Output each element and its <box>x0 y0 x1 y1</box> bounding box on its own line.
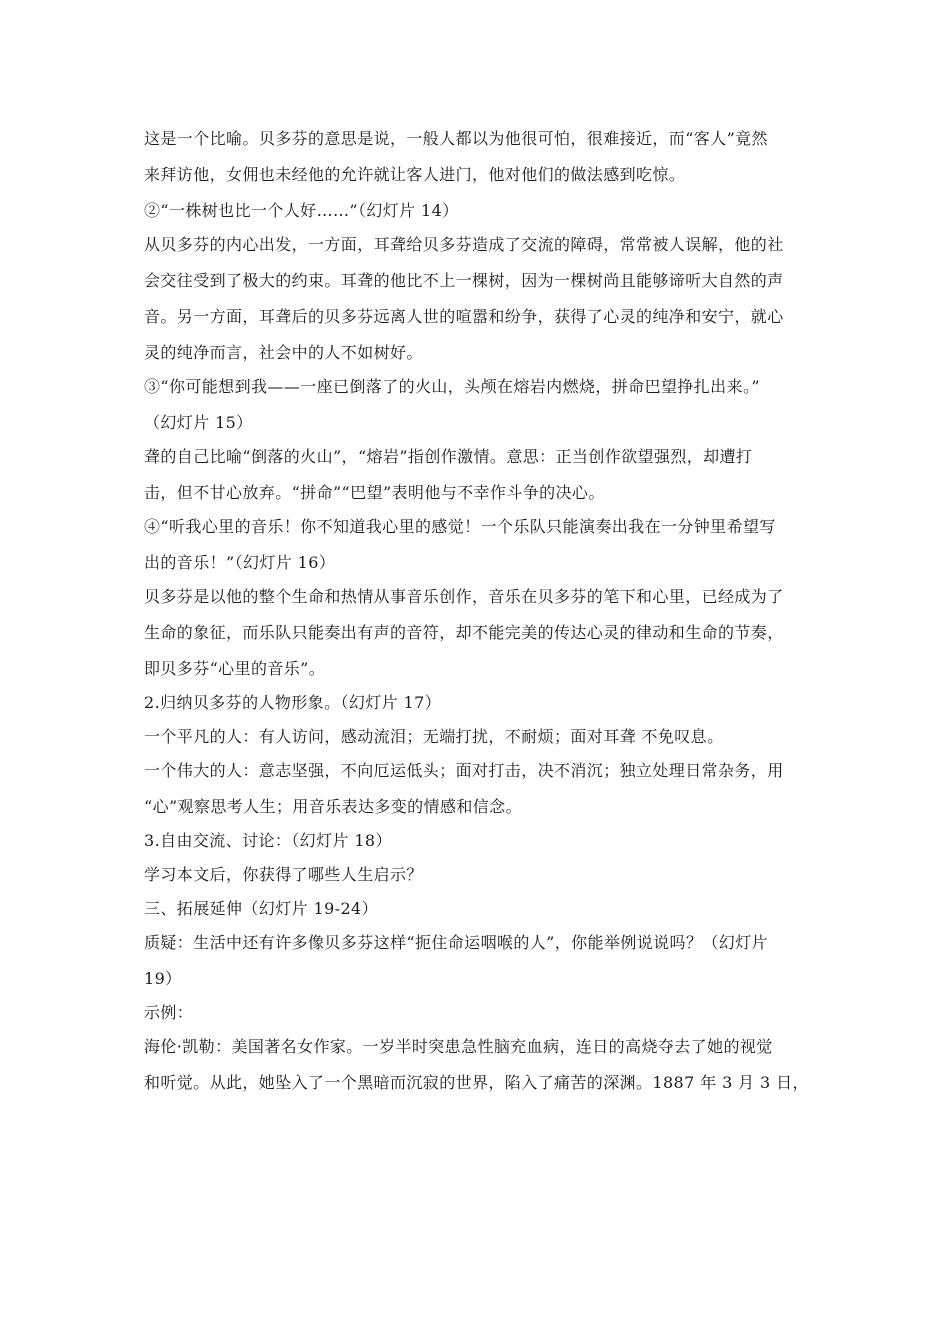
paragraph-line: 和听觉。从此，她坠入了一个黑暗而沉寂的世界，陷入了痛苦的深渊。1887 年 3 月 3 日， <box>144 1073 809 1092</box>
paragraph-line: “心”观察思考人生；用音乐表达多变的情感和信念。 <box>144 797 522 816</box>
paragraph-line: 这是一个比喻。贝多芬的意思是说，一般人都以为他很可怕，很难接近，而“客人”竟然 <box>144 129 768 148</box>
example-label: 示例： <box>144 1003 194 1022</box>
paragraph-line: 击，但不甘心放弃。“拼命”“巴望”表明他与不幸作斗争的决心。 <box>144 483 605 502</box>
section-heading: 3.自由交流、讨论：（幻灯片 18） <box>144 831 392 850</box>
quote-heading: ②“一株树也比一个人好……”（幻灯片 14） <box>144 201 459 220</box>
paragraph-line: 海伦·凯勒：美国著名女作家。一岁半时突患急性脑充血病，连日的高烧夺去了她的视觉 <box>144 1037 773 1056</box>
paragraph-line: 音。另一方面，耳聋后的贝多芬远离人世的喧嚣和纷争，获得了心灵的纯净和安宁，就心 <box>144 307 784 326</box>
quote-heading: ④“听我心里的音乐！你不知道我心里的感觉！一个乐队只能演奏出我在一分钟里希望写 <box>144 517 776 536</box>
paragraph-line: 质疑：生活中还有许多像贝多芬这样“扼住命运咽喉的人”，你能举例说说吗？（幻灯片 <box>144 933 768 952</box>
document-body <box>144 124 814 1104</box>
paragraph-line: 学习本文后，你获得了哪些人生启示？ <box>144 865 423 884</box>
paragraph-line: 灵的纯净而言，社会中的人不如树好。 <box>144 343 423 362</box>
paragraph-line: 一个平凡的人：有人访问，感动流泪；无端打扰，不耐烦；面对耳聋 不免叹息。 <box>144 727 724 746</box>
paragraph-line: 聋的自己比喻“倒落的火山”，“熔岩”指创作激情。意思：正当创作欲望强烈，却遭打 <box>144 447 753 466</box>
paragraph-line: 即贝多芬“心里的音乐”。 <box>144 659 326 678</box>
paragraph-line: 会交往受到了极大的约束。耳聋的他比不上一棵树，因为一棵树尚且能够谛听大自然的声 <box>144 271 784 290</box>
paragraph-line: 贝多芬是以他的整个生命和热情从事音乐创作，音乐在贝多芬的笔下和心里，已经成为了 <box>144 587 784 606</box>
paragraph-line: 19） <box>144 969 182 988</box>
quote-heading: 出的音乐！”（幻灯片 16） <box>144 553 336 572</box>
paragraph-line: 生命的象征，而乐队只能奏出有声的音符，却不能完美的传达心灵的律动和生命的节奏， <box>144 623 784 642</box>
section-heading: 2.归纳贝多芬的人物形象。（幻灯片 17） <box>144 693 442 712</box>
paragraph-line: 从贝多芬的内心出发，一方面，耳聋给贝多芬造成了交流的障碍，常常被人误解，他的社 <box>144 235 784 254</box>
section-heading: 三、拓展延伸（幻灯片 19-24） <box>144 899 379 918</box>
paragraph-line: 一个伟大的人：意志坚强，不向厄运低头；面对打击，决不消沉；独立处理日常杂务，用 <box>144 761 784 780</box>
quote-heading: ③“你可能想到我——一座已倒落了的火山，头颅在熔岩内燃烧，拼命巴望挣扎出来。” <box>144 377 760 396</box>
quote-heading: （幻灯片 15） <box>144 413 253 432</box>
paragraph-line: 来拜访他，女佣也未经他的允许就让客人进门，他对他们的做法感到吃惊。 <box>144 165 686 184</box>
